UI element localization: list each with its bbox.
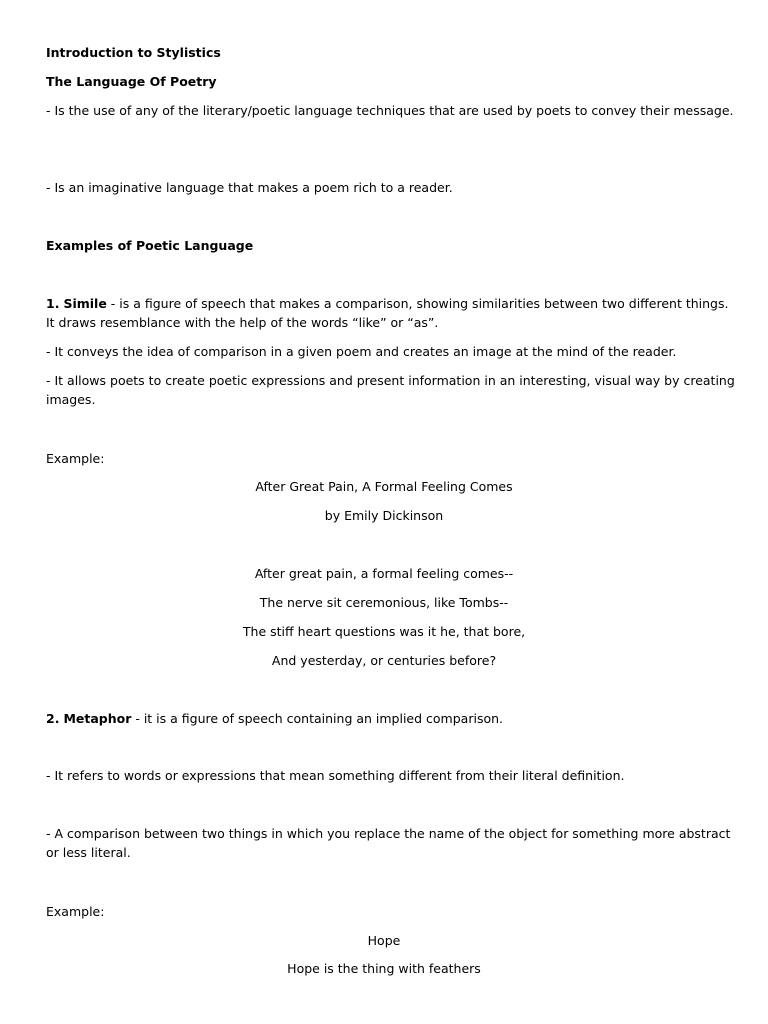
simile-number: 1. bbox=[46, 296, 60, 311]
simile-example-label: Example: bbox=[46, 451, 105, 466]
simile-poem-line-2: The nerve sit ceremonious, like Tombs-- bbox=[259, 595, 509, 610]
metaphor-definition bbox=[46, 709, 736, 728]
simile-poem-line-4: And yesterday, or centuries before? bbox=[271, 653, 497, 668]
metaphor-term: Metaphor bbox=[63, 711, 132, 726]
section-heading-language-of-poetry: The Language Of Poetry bbox=[46, 74, 217, 89]
simile-point-1: - It conveys the idea of comparison in a given poem and creates an image at the mind of the reader. bbox=[46, 344, 677, 359]
metaphor-poem-title: Hope bbox=[367, 933, 401, 948]
simile-poem-line-1: After great pain, a formal feeling comes-- bbox=[254, 566, 514, 581]
metaphor-poem-line-1: Hope is the thing with feathers bbox=[287, 961, 481, 976]
metaphor-definition-text: - it is a figure of speech containing an implied comparison. bbox=[131, 711, 503, 726]
simile-poem-author: by Emily Dickinson bbox=[324, 508, 444, 523]
simile-definition bbox=[46, 294, 736, 332]
examples-heading: Examples of Poetic Language bbox=[46, 238, 254, 253]
simile-term: Simile bbox=[63, 296, 107, 311]
metaphor-point-2: - A comparison between two things in which you replace the name of the object for something more abstract or less literal. bbox=[46, 826, 731, 860]
metaphor-number: 2. bbox=[46, 711, 60, 726]
simile-point-2: - It allows poets to create poetic expressions and present information in an interesting, visual way by creating images. bbox=[46, 373, 735, 407]
simile-definition-text: - is a figure of speech that makes a comparison, showing similarities between two different things. It draws resemblance with the help of the words “like” or “as”. bbox=[46, 296, 729, 330]
intro-paragraph-1: - Is the use of any of the literary/poetic language techniques that are used by poets to convey their message. bbox=[46, 103, 734, 118]
simile-poem-line-3: The stiff heart questions was it he, that bore, bbox=[242, 624, 526, 639]
simile-poem-title: After Great Pain, A Formal Feeling Comes bbox=[255, 479, 513, 494]
intro-paragraph-2: - Is an imaginative language that makes a poem rich to a reader. bbox=[46, 180, 453, 195]
metaphor-point-1: - It refers to words or expressions that mean something different from their literal definition. bbox=[46, 768, 625, 783]
metaphor-example-label: Example: bbox=[46, 904, 105, 919]
document-title: Introduction to Stylistics bbox=[46, 45, 221, 60]
